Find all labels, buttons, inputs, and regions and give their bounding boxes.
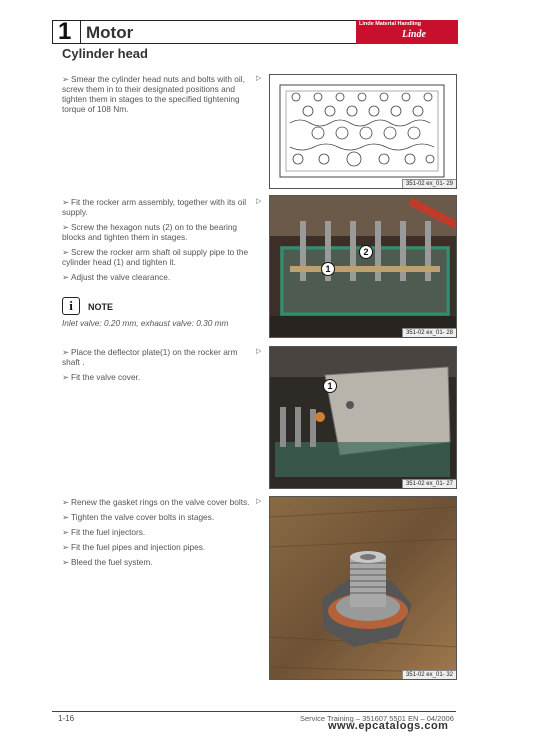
step-item: ➢ Place the deflector plate(1) on the rocker arm shaft . [62,347,238,367]
page-number: 1-16 [58,714,75,723]
step-item: ➢ Fit the rocker arm assembly, together with its oil supply. [62,197,247,217]
figure-caption: 351-02 ex_01- 28 [402,328,456,337]
section-title: Cylinder head [62,46,148,61]
chapter-number: 1 [58,18,72,45]
arrow-icon: ➢ [62,497,69,507]
callout-2: 2 [359,245,373,259]
gasket-bolt-photo [270,497,457,680]
step-item: ➢ Fit the fuel pipes and injection pipes. [62,542,206,552]
arrow-icon: ➢ [62,222,69,232]
play-icon: ▷ [256,498,262,505]
arrow-icon: ➢ [62,512,69,522]
step-list-2 [62,197,257,282]
deflector-plate-photo [270,347,457,489]
step-item: ➢ Tighten the valve cover bolts in stages. [62,512,215,522]
play-icon: ▷ [256,348,262,355]
figure-deflector-plate-photo [269,346,457,489]
step-list-3 [62,347,257,382]
note-text: Inlet valve: 0.20 mm, exhaust valve: 0.30 mm [62,318,229,328]
step-item: ➢ Screw the hexagon nuts (2) on to the bearing blocks and tighten them in stages. [62,222,238,242]
footer-reference: Service Training – 351607 5501 EN – 04/2006 [300,714,454,723]
cylinder-head-drawing [270,75,457,189]
step-item: ➢ Smear the cylinder head nuts and bolts with oil, screw them in to their designated positions and tighten them in stages to the specified tightening torque of 108 Nm. [62,74,245,114]
arrow-icon: ➢ [62,542,69,552]
header-divider [80,20,81,43]
figure-cylinder-head-diagram [269,74,457,189]
step-item: ➢ Adjust the valve clearance. [62,272,171,282]
step-item: ➢ Fit the valve cover. [62,372,141,382]
arrow-icon: ➢ [62,527,69,537]
arrow-icon: ➢ [62,372,69,382]
note-title: NOTE [88,302,114,312]
play-icon: ▷ [256,198,262,205]
play-icon: ▷ [256,75,262,82]
footer-divider [52,711,456,712]
figure-caption: 351-02 ex_01- 27 [402,479,456,488]
step-list-1 [62,74,257,114]
arrow-icon: ➢ [62,272,69,282]
callout-1: 1 [323,379,337,393]
figure-rocker-arm-photo [269,195,457,338]
figure-caption: 351-02 ex_01- 29 [402,179,456,188]
arrow-icon: ➢ [62,247,69,257]
brand-logo: Linde [402,29,426,40]
step-item: ➢ Renew the gasket rings on the valve cover bolts. [62,497,250,507]
rocker-arm-photo [270,196,457,338]
arrow-icon: ➢ [62,557,69,567]
step-item: ➢ Bleed the fuel system. [62,557,153,567]
figure-caption: 351-02 ex_01- 32 [402,670,456,679]
info-icon: i [62,297,80,315]
brand-tagline: Linde Material Handling [359,21,422,27]
arrow-icon: ➢ [62,197,69,207]
chapter-title: Motor [86,23,134,42]
callout-1: 1 [321,262,335,276]
step-item: ➢ Fit the fuel injectors. [62,527,146,537]
step-list-4 [62,497,257,567]
step-item: ➢ Screw the rocker arm shaft oil supply pipe to the cylinder head (1) and tighten it. [62,247,249,267]
watermark: www.epcatalogs.com [328,720,449,732]
arrow-icon: ➢ [62,347,69,357]
figure-gasket-bolt-photo [269,496,457,680]
arrow-icon: ➢ [62,74,69,84]
